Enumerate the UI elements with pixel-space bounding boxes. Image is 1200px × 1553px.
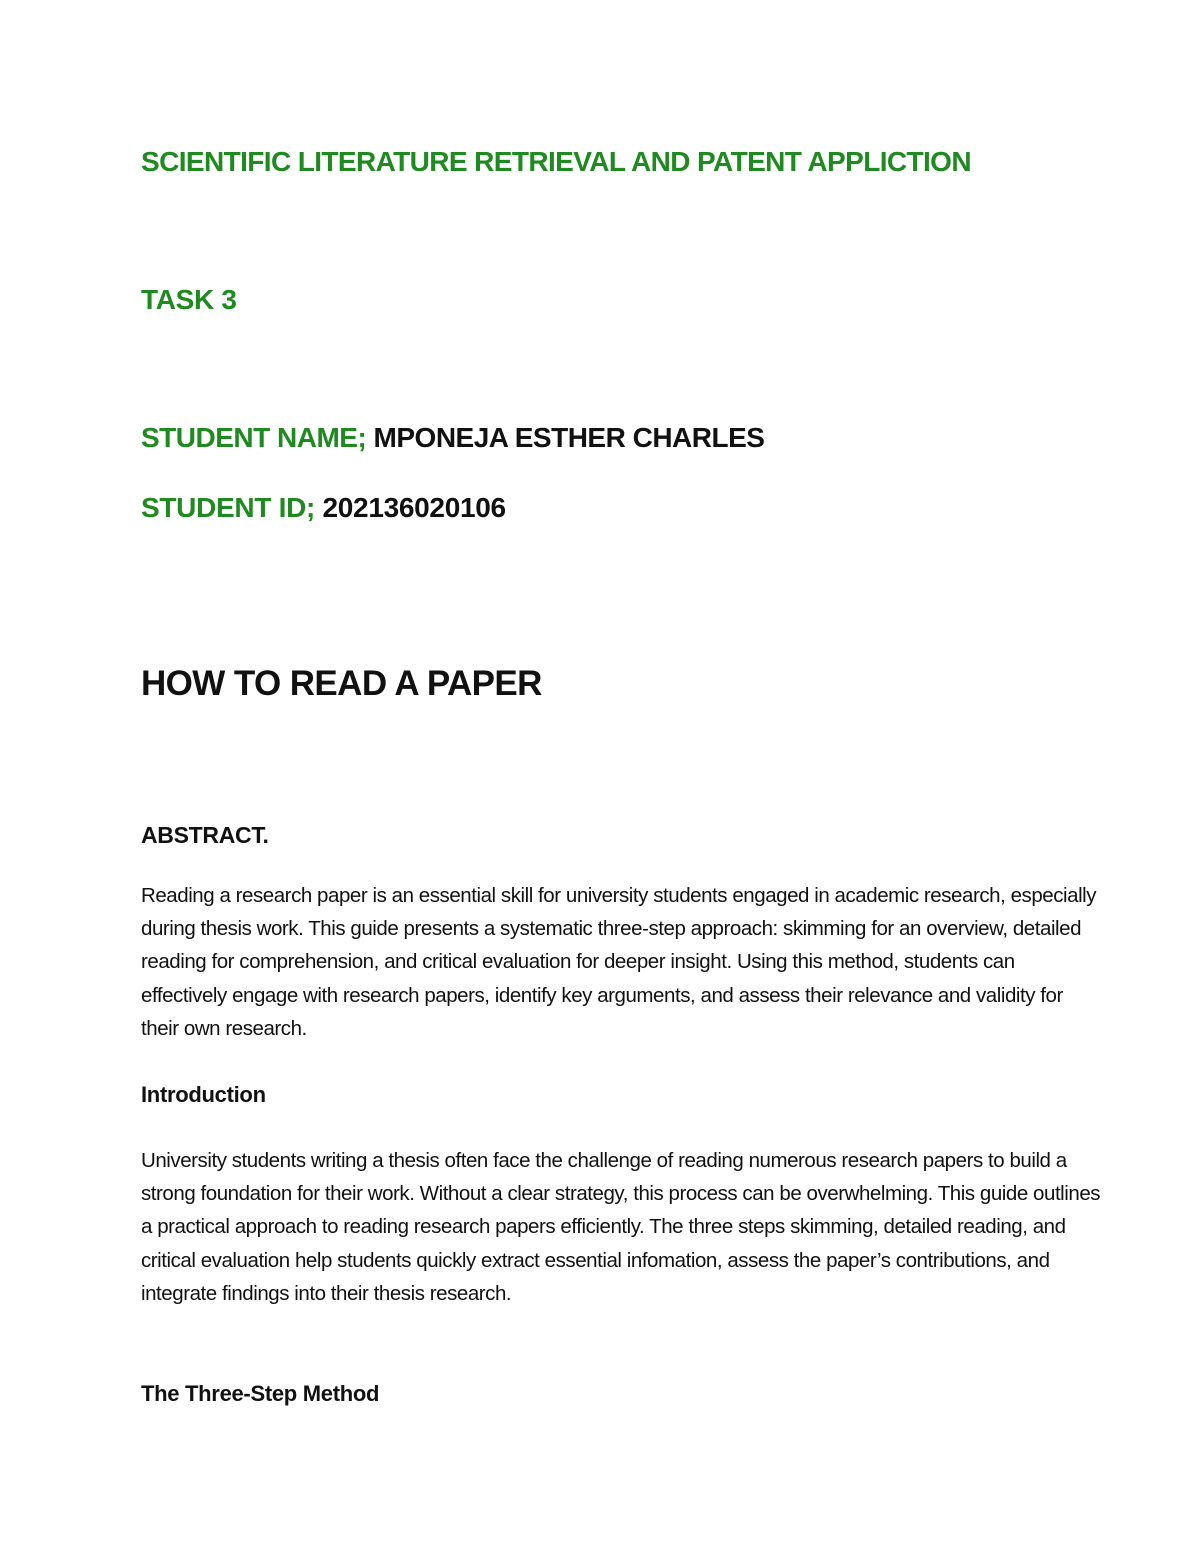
three-step-method-heading: The Three-Step Method [141,1381,380,1406]
student-id-label: STUDENT ID; [141,492,316,523]
student-name-label: STUDENT NAME; [141,422,367,453]
student-id-line [141,492,506,524]
student-name-line [141,422,764,454]
abstract-paragraph: Reading a research paper is an essential skill for university students engaged in academic research, especially during thesis work. This guide presents a systematic three-step approach: skimming for an overview, detailed reading for comprehension, and critical evaluation for deeper insight. Using this method, students can effectively engage with research papers, identify key arguments, and assess their relevance and validity for their own research. [141,884,1097,1040]
introduction-paragraph: University students writing a thesis often face the challenge of reading numerous research papers to build a strong foundation for their work. Without a clear strategy, this process can be overwhelming. This guide outlines a practical approach to reading research papers efficiently. The three steps skimming, detailed reading, and critical evaluation help students quickly extract essential infomation, assess the paper’s contributions, and integrate findings into their thesis research. [141,1149,1101,1305]
task-label: TASK 3 [141,284,237,315]
abstract-heading: ABSTRACT. [141,822,269,848]
course-title: SCIENTIFIC LITERATURE RETRIEVAL AND PATENT APPLICTION [141,146,971,177]
paper-title: HOW TO READ A PAPER [141,664,542,703]
student-name-value: MPONEJA ESTHER CHARLES [373,422,765,453]
student-id-value: 202136020106 [322,492,506,523]
introduction-heading: Introduction [141,1082,266,1107]
